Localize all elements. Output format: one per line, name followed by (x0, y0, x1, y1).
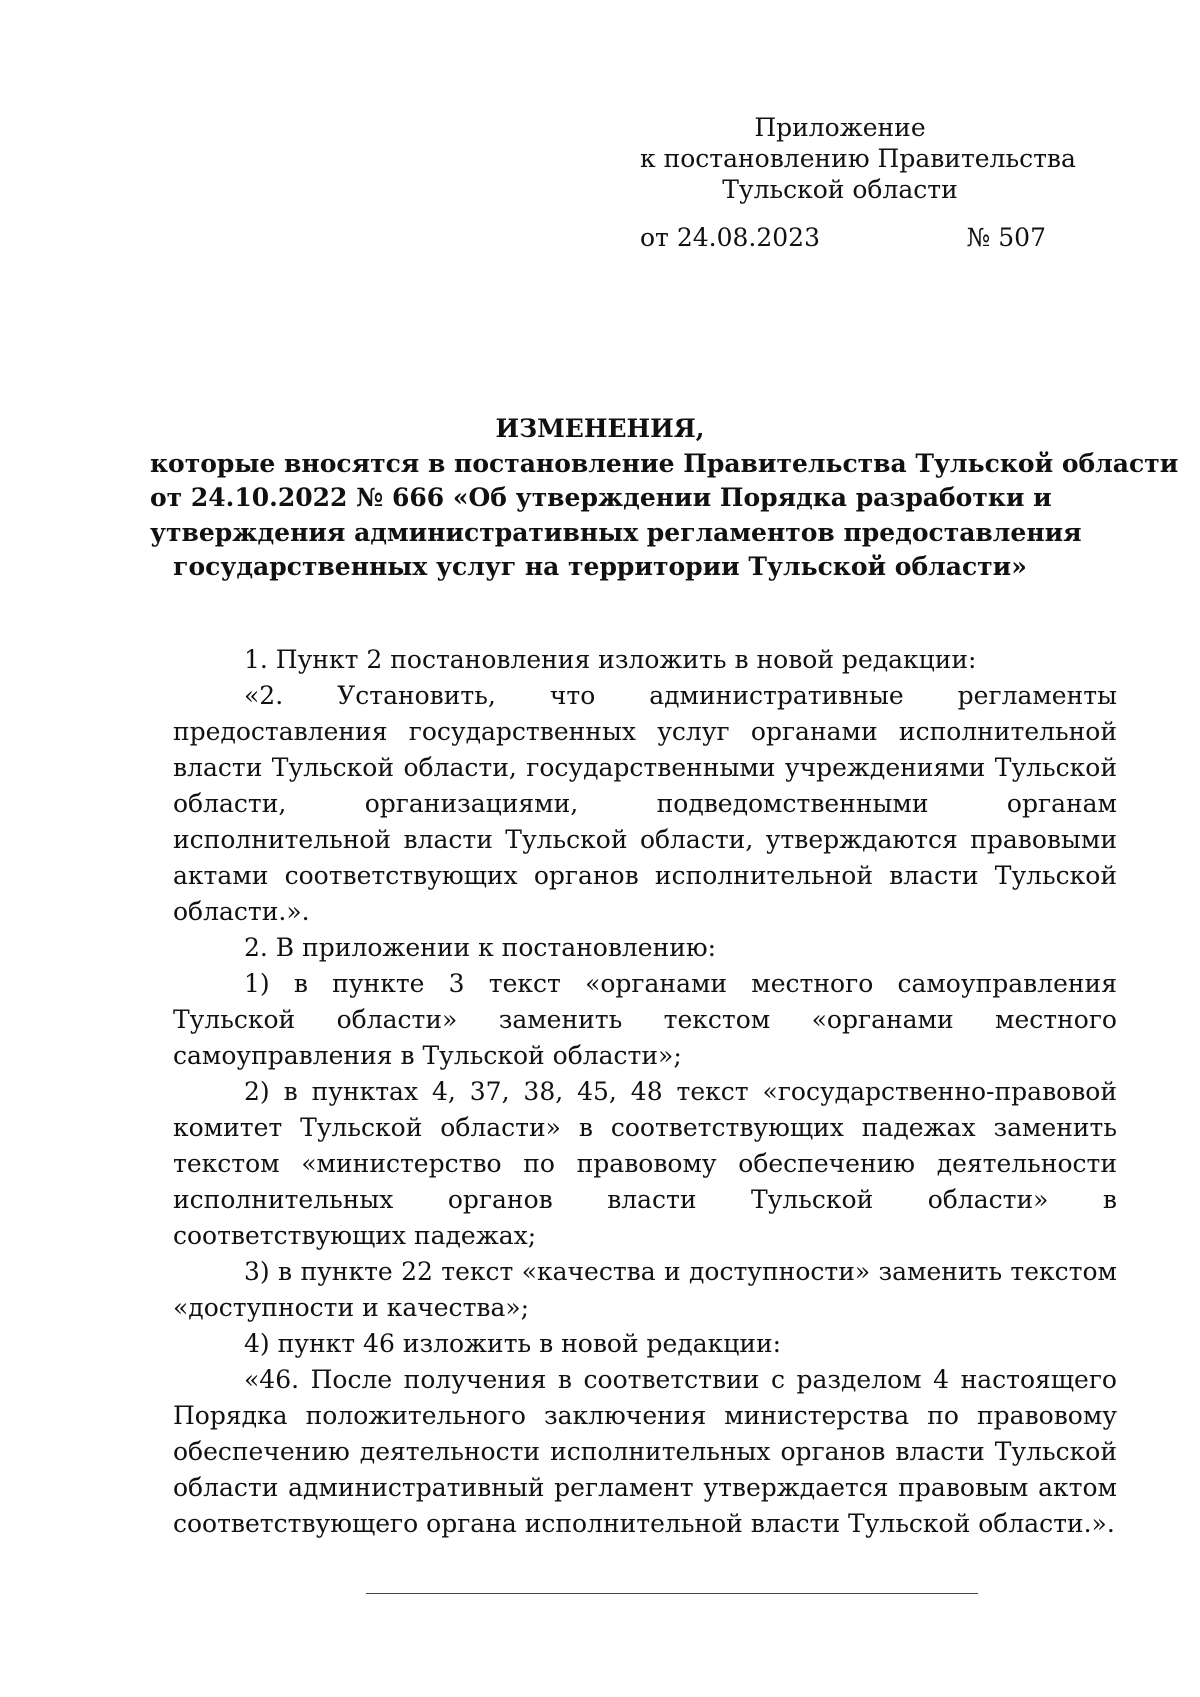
appendix-line-2: к постановлению Правительства (640, 144, 1076, 173)
resolution-date-number (640, 222, 1060, 254)
paragraph-5: 2) в пунктах 4, 37, 38, 45, 48 текст «государственно-правовой комитет Тульской области» в соответствующих падежах заменить текстом «министерство по правовому обеспечению деятельности исполнительных органов власти Тульской области» в соответствующих падежах; (173, 1077, 1117, 1250)
appendix-line-3: Тульской области (722, 175, 958, 204)
paragraph-2: «2. Установить, что административные регламенты предоставления государственных услуг органами исполнительной власти Тульской области, государственными учреждениями Тульской области, организациями, подведомственными органам исполнительной власти Тульской области, утверждаются правовыми актами соответствующих органов исполнительной власти Тульской области.». (173, 681, 1117, 926)
title-line-3: утверждения административных регламентов предоставления (150, 517, 1082, 547)
paragraph-8: «46. После получения в соответствии с разделом 4 настоящего Порядка положительного заключения министерства по правовому обеспечению деятельности исполнительных органов власти Тульской области административный регламент утверждается правовым актом соответствующего органа исполнительной власти Тульской области.». (173, 1365, 1117, 1538)
paragraph-6: 3) в пункте 22 текст «качества и доступности» заменить текстом «доступности и качества»; (173, 1257, 1117, 1322)
resolution-date: от 24.08.2023 (640, 223, 820, 252)
document-title (150, 412, 1179, 585)
paragraph-4: 1) в пункте 3 текст «органами местного самоуправления Тульской области» заменить текстом «органами местного самоуправления в Тульской области»; (173, 969, 1117, 1070)
document-body (173, 642, 1117, 1542)
appendix-line-1: Приложение (754, 113, 926, 142)
title-line-1: которые вносятся в постановление Правительства Тульской области (150, 448, 1179, 478)
paragraph-1: 1. Пункт 2 постановления изложить в новой редакции: (244, 645, 977, 674)
title-line-2: от 24.10.2022 № 666 «Об утверждении Порядка разработки и (150, 483, 1052, 512)
paragraph-3: 2. В приложении к постановлению: (244, 933, 717, 962)
title-line-4: государственных услуг на территории Тульской области» (173, 552, 1027, 581)
closing-separator-line (366, 1593, 978, 1594)
appendix-block (640, 112, 1076, 205)
title-heading: ИЗМЕНЕНИЯ, (495, 414, 705, 443)
paragraph-7: 4) пункт 46 изложить в новой редакции: (244, 1329, 782, 1358)
resolution-number: № 507 (966, 223, 1046, 252)
